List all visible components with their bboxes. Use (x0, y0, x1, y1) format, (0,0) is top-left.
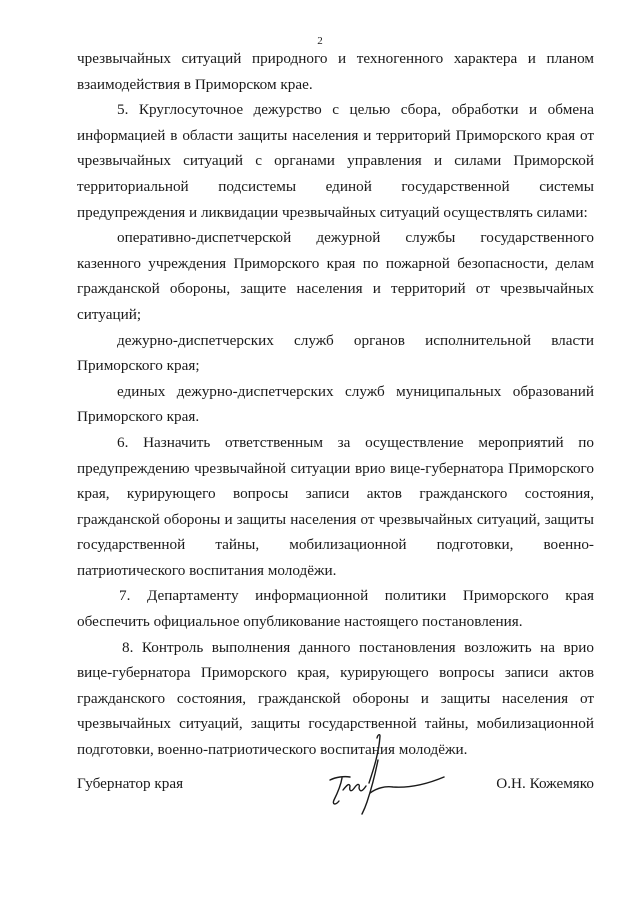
paragraph-item-6: 6. Назначить ответственным за осуществление мероприятий по предупреждению чрезвычайной ситуации врио вице-губернатора Приморского края, курирующего вопросы записи актов гражданского состояния, гражданской обороны и защиты населения от чрезвычайных ситуаций, защиты государственной тайны, мобилизационной подготовки, военно-патриотического воспитания молодёжи. (77, 433, 594, 579)
paragraph-item-8: 8. Контроль выполнения данного постановления возложить на врио вице-губернатора Приморского края, курирующего вопросы записи актов гражданского состояния, гражданской обороны и защиты населения от чрезвычайных ситуаций, защиты государственной тайны, мобилизационной подготовки, военно-патриотического воспитания молодёжи. (77, 638, 594, 759)
paragraph-subitem-dispatch-service: оперативно-диспетчерской дежурной службы государственного казенного учреждения Приморского края по пожарной безопасности, делам гражданской обороны, защите населения и территорий от чрезвычайных ситуаций; (77, 229, 594, 323)
paragraph-continuation: чрезвычайных ситуаций природного и техногенного характера и планом взаимодействия в Приморском крае. (77, 50, 594, 93)
paragraph-subitem-executive-services: дежурно-диспетчерских служб органов исполнительной власти Приморского края; (77, 331, 594, 375)
document-body (77, 46, 594, 763)
signature-block (77, 730, 594, 820)
signatory-name: О.Н. Кожемяко (496, 775, 594, 792)
page-number: 2 (317, 35, 323, 47)
paragraph-item-7: 7. Департаменту информационной политики Приморского края обеспечить официальное опубликование настоящего постановления. (77, 587, 594, 631)
paragraph-subitem-municipal-services: единых дежурно-диспетчерских служб муниципальных образований Приморского края. (77, 382, 594, 426)
paragraph-item-5: 5. Круглосуточное дежурство с целью сбора, обработки и обмена информацией в области защиты населения и территорий Приморского края от чрезвычайных ситуаций с органами управления и силами Приморской территориальной подсистемы единой государственной системы предупреждения и ликвидации чрезвычайных ситуаций осуществлять силами: (77, 101, 594, 221)
signatory-position: Губернатор края (77, 775, 184, 792)
handwritten-signature (322, 730, 447, 815)
